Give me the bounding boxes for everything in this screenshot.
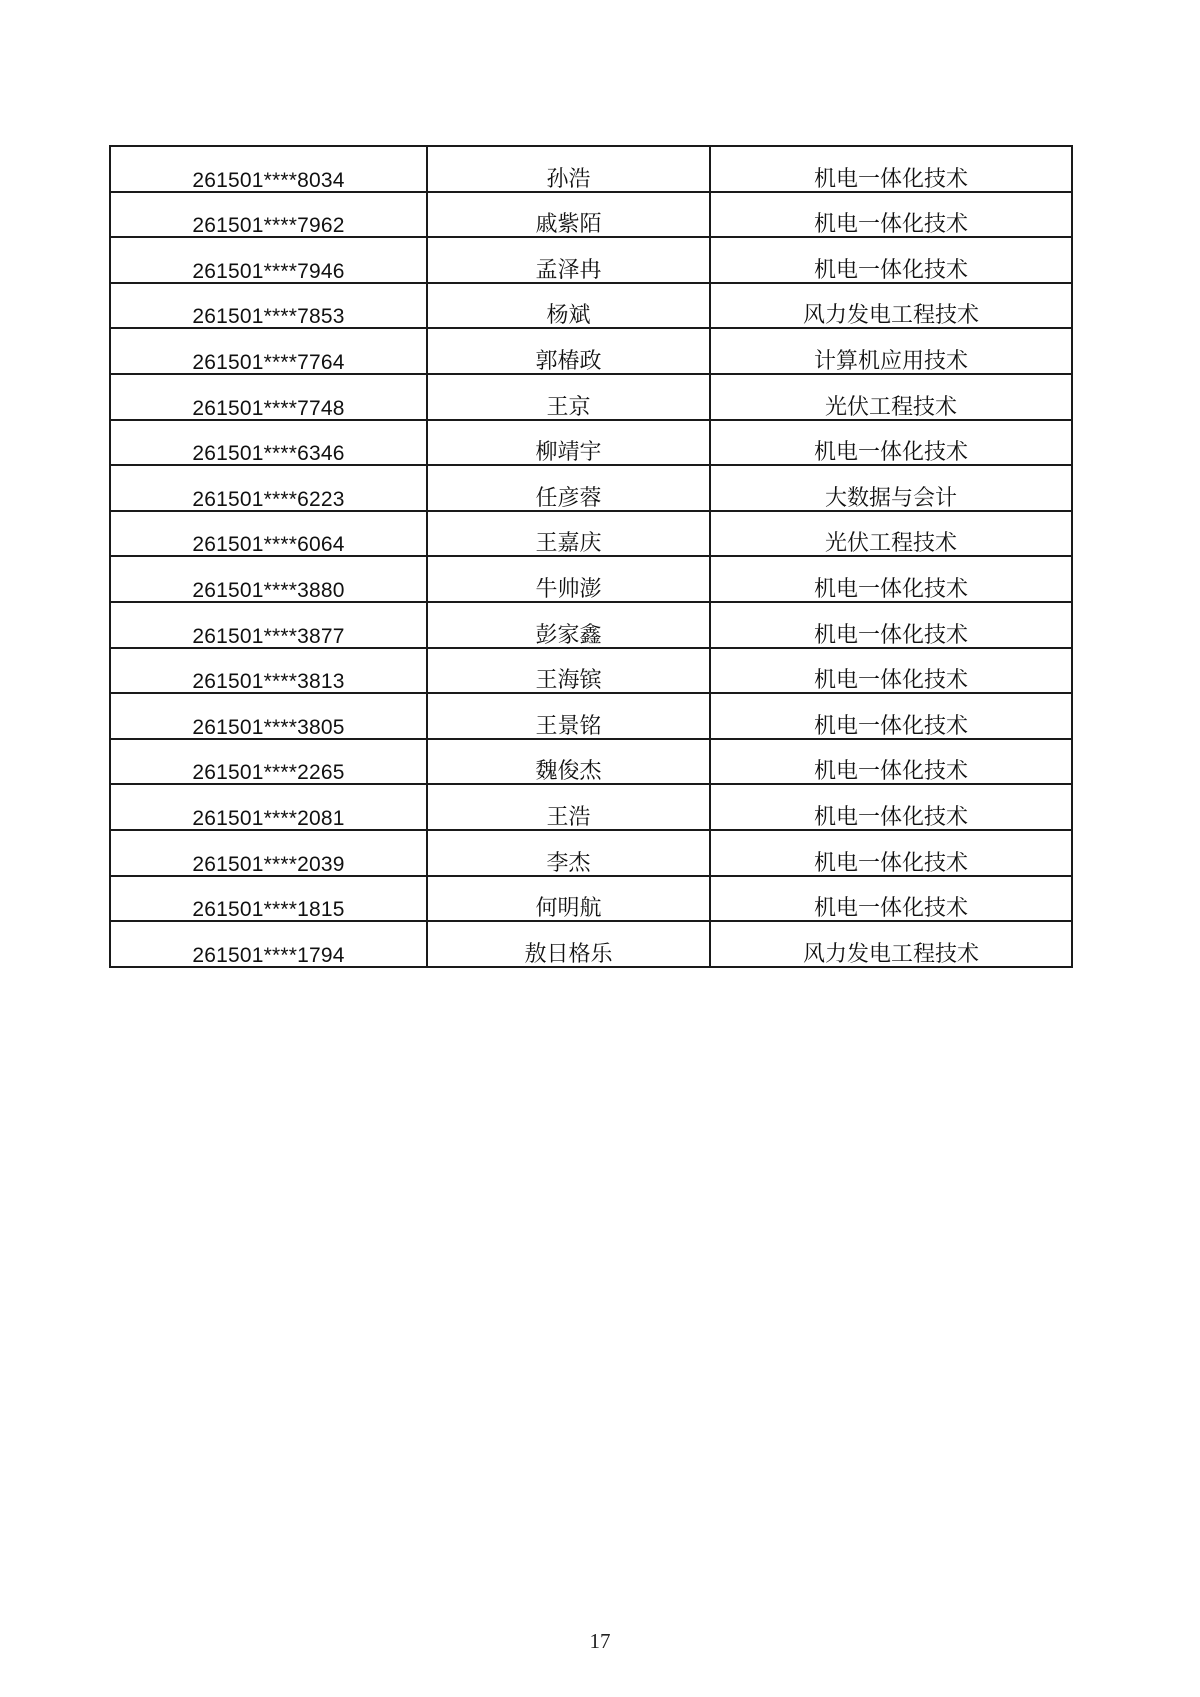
id-cell: 261501****1794 bbox=[110, 921, 427, 967]
id-cell: 261501****3813 bbox=[110, 648, 427, 694]
id-cell: 261501****8034 bbox=[110, 146, 427, 192]
major-cell: 机电一体化技术 bbox=[710, 602, 1072, 648]
major-cell: 光伏工程技术 bbox=[710, 511, 1072, 557]
name-cell: 王景铭 bbox=[427, 693, 710, 739]
major-cell: 机电一体化技术 bbox=[710, 830, 1072, 876]
name-cell: 任彦蓉 bbox=[427, 465, 710, 511]
major-cell: 机电一体化技术 bbox=[710, 237, 1072, 283]
table-row bbox=[110, 693, 1072, 739]
id-cell: 261501****2081 bbox=[110, 784, 427, 830]
name-cell: 李杰 bbox=[427, 830, 710, 876]
table-row bbox=[110, 328, 1072, 374]
major-cell: 计算机应用技术 bbox=[710, 328, 1072, 374]
table-row bbox=[110, 648, 1072, 694]
table-row bbox=[110, 420, 1072, 466]
major-cell: 机电一体化技术 bbox=[710, 739, 1072, 785]
name-cell: 孙浩 bbox=[427, 146, 710, 192]
major-cell: 机电一体化技术 bbox=[710, 192, 1072, 238]
name-cell: 牛帅澎 bbox=[427, 556, 710, 602]
name-cell: 魏俊杰 bbox=[427, 739, 710, 785]
name-cell: 敖日格乐 bbox=[427, 921, 710, 967]
name-cell: 何明航 bbox=[427, 876, 710, 922]
id-cell: 261501****7853 bbox=[110, 283, 427, 329]
major-cell: 光伏工程技术 bbox=[710, 374, 1072, 420]
id-cell: 261501****3805 bbox=[110, 693, 427, 739]
table-row bbox=[110, 374, 1072, 420]
table-row bbox=[110, 192, 1072, 238]
id-cell: 261501****1815 bbox=[110, 876, 427, 922]
major-cell: 机电一体化技术 bbox=[710, 648, 1072, 694]
table-row bbox=[110, 602, 1072, 648]
table-row bbox=[110, 465, 1072, 511]
student-table-body bbox=[110, 146, 1072, 967]
major-cell: 机电一体化技术 bbox=[710, 146, 1072, 192]
student-table bbox=[109, 145, 1073, 968]
id-cell: 261501****7748 bbox=[110, 374, 427, 420]
id-cell: 261501****6064 bbox=[110, 511, 427, 557]
id-cell: 261501****7764 bbox=[110, 328, 427, 374]
table-row bbox=[110, 784, 1072, 830]
table-row bbox=[110, 146, 1072, 192]
id-cell: 261501****6346 bbox=[110, 420, 427, 466]
name-cell: 王海镔 bbox=[427, 648, 710, 694]
name-cell: 王浩 bbox=[427, 784, 710, 830]
major-cell: 风力发电工程技术 bbox=[710, 921, 1072, 967]
table-row bbox=[110, 556, 1072, 602]
id-cell: 261501****2265 bbox=[110, 739, 427, 785]
name-cell: 郭椿政 bbox=[427, 328, 710, 374]
major-cell: 机电一体化技术 bbox=[710, 784, 1072, 830]
table-row bbox=[110, 830, 1072, 876]
major-cell: 风力发电工程技术 bbox=[710, 283, 1072, 329]
name-cell: 王嘉庆 bbox=[427, 511, 710, 557]
table-row bbox=[110, 739, 1072, 785]
major-cell: 机电一体化技术 bbox=[710, 876, 1072, 922]
table-row bbox=[110, 283, 1072, 329]
table-row bbox=[110, 876, 1072, 922]
id-cell: 261501****3877 bbox=[110, 602, 427, 648]
major-cell: 大数据与会计 bbox=[710, 465, 1072, 511]
name-cell: 戚紫陌 bbox=[427, 192, 710, 238]
name-cell: 孟泽冉 bbox=[427, 237, 710, 283]
table-row bbox=[110, 511, 1072, 557]
id-cell: 261501****7962 bbox=[110, 192, 427, 238]
major-cell: 机电一体化技术 bbox=[710, 420, 1072, 466]
major-cell: 机电一体化技术 bbox=[710, 693, 1072, 739]
name-cell: 王京 bbox=[427, 374, 710, 420]
id-cell: 261501****7946 bbox=[110, 237, 427, 283]
name-cell: 杨斌 bbox=[427, 283, 710, 329]
major-cell: 机电一体化技术 bbox=[710, 556, 1072, 602]
id-cell: 261501****3880 bbox=[110, 556, 427, 602]
name-cell: 彭家鑫 bbox=[427, 602, 710, 648]
id-cell: 261501****2039 bbox=[110, 830, 427, 876]
table-row bbox=[110, 921, 1072, 967]
table-row bbox=[110, 237, 1072, 283]
page-number: 17 bbox=[589, 1629, 611, 1653]
name-cell: 柳靖宇 bbox=[427, 420, 710, 466]
id-cell: 261501****6223 bbox=[110, 465, 427, 511]
